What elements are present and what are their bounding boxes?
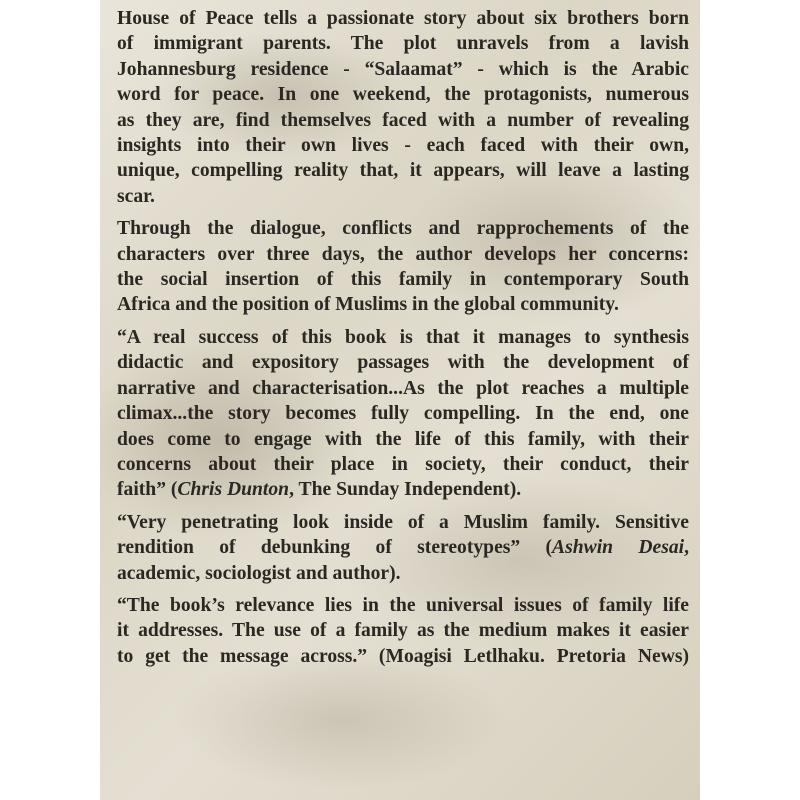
review-quote-desai [117,510,689,586]
text-line: academic, sociologist and author). [117,562,401,584]
text-line: Africa and the position of Muslims in the global community. [117,294,619,316]
text-line: does come to engage with the life of this family, with their [117,428,689,450]
review-quote-letlhaku [117,593,689,669]
blurb-text [117,6,689,676]
text-line: “A real success of this book is that it manages to synthesis [117,326,689,348]
text-line: Johannesburg residence - “Salaamat” - which is the Arabic [117,58,689,80]
text-line: concerns about their place in society, their conduct, their [117,453,689,475]
review-quote-dunton [117,325,689,503]
text-line: Through the dialogue, conflicts and rapprochements of the [117,218,689,240]
text-line: it addresses. The use of a family as the medium makes it easier [117,620,689,642]
synopsis-paragraph-1 [117,6,689,209]
text-line: insights into their own lives - each faced with their own, [117,135,689,157]
text-line: “The book’s relevance lies in the universal issues of family life [117,594,689,616]
reviewer-name: Ashwin Desai [552,537,685,559]
attribution-line [117,477,689,502]
text-line: didactic and expository passages with the development of [117,352,689,374]
text-line: of immigrant parents. The plot unravels from a lavish [117,33,689,55]
text-line: narrative and characterisation...As the plot reaches a multiple [117,377,689,399]
reviewer-name: Chris Dunton [177,479,290,501]
text-line: to get the message across.” (Moagisi Letlhaku. Pretoria News) [117,645,689,667]
text-line: unique, compelling reality that, it appears, will leave a lasting [117,160,689,182]
text-line: word for peace. In one weekend, the protagonists, numerous [117,84,689,106]
text-line: climax...the story becomes fully compelling. In the end, one [117,403,689,425]
text-line: characters over three days, the author develops her concerns: [117,243,689,265]
text-fragment: rendition of debunking of stereotypes” ( [117,537,553,559]
text-line: scar. [117,185,155,207]
text-fragment: , The Sunday Independent). [289,479,522,501]
text-line: the social insertion of this family in contemporary South [117,269,689,291]
book-back-cover [100,0,700,800]
text-fragment: , [684,537,689,559]
attribution-line [117,535,689,560]
text-line: “Very penetrating look inside of a Muslim family. Sensitive [117,511,689,533]
synopsis-paragraph-2 [117,216,689,318]
text-line: House of Peace tells a passionate story about six brothers born [117,8,689,29]
text-line: as they are, find themselves faced with a number of revealing [117,109,689,131]
text-fragment: faith” ( [117,479,178,501]
